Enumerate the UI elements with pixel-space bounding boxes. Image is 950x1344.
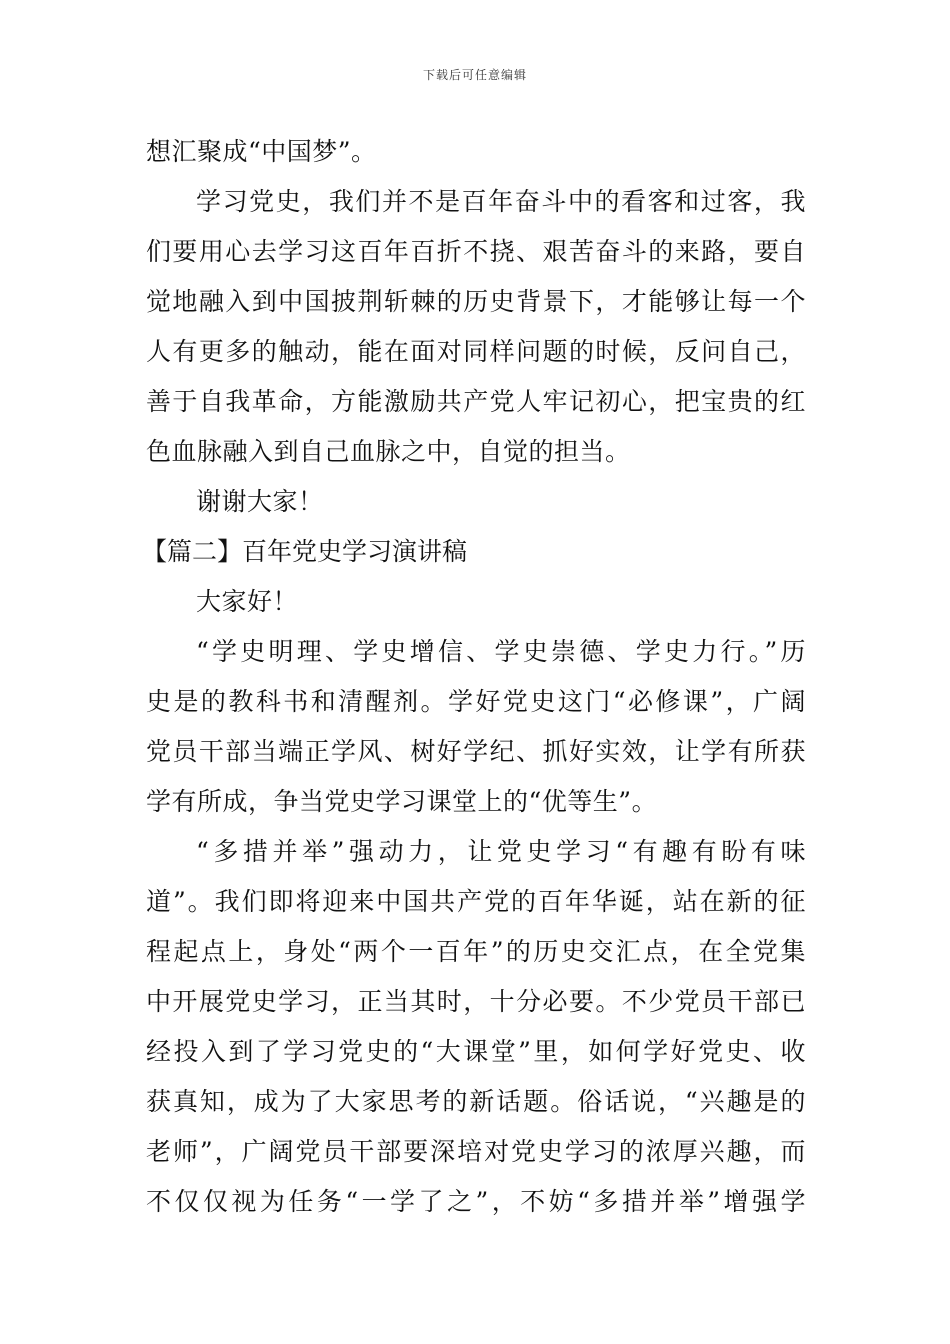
paragraph-line: 善于自我革命，方能激励共产党人牢记初心，把宝贵的红 [146, 387, 806, 416]
paragraph-line: 党员干部当端正学风、树好学纪、抓好实效，让学有所获 [146, 737, 806, 766]
paragraph-line: “多措并举”强动力，让党史学习“有趣有盼有味 [196, 837, 806, 866]
closing-line: 谢谢大家！ [196, 487, 324, 516]
paragraph-line: 程起点上，身处“两个一百年”的历史交汇点，在全党集 [146, 937, 806, 966]
paragraph-line: 史是的教科书和清醒剂。学好党史这门“必修课”，广阔 [146, 687, 806, 716]
paragraph-line: 道”。我们即将迎来中国共产党的百年华诞，站在新的征 [146, 887, 806, 916]
paragraph-line: 觉地融入到中国披荆斩棘的历史背景下，才能够让每一个 [146, 287, 806, 316]
paragraph-line: “学史明理、学史增信、学史崇德、学史力行。”历 [196, 637, 806, 666]
paragraph-line: 不仅仅视为任务“一学了之”，不妨“多措并举”增强学 [146, 1187, 806, 1216]
page-header-note: 下载后可任意编辑 [422, 68, 527, 82]
paragraph-line: 人有更多的触动，能在面对同样问题的时候，反问自己， [146, 337, 806, 366]
paragraph-line: 获真知，成为了大家思考的新话题。俗话说，“兴趣是的 [146, 1087, 806, 1116]
paragraph-line: 学习党史，我们并不是百年奋斗中的看客和过客，我 [196, 187, 806, 216]
greeting-line: 大家好！ [196, 587, 299, 616]
paragraph-line: 色血脉融入到自己血脉之中，自觉的担当。 [146, 437, 631, 466]
paragraph-line: 经投入到了学习党史的“大课堂”里，如何学好党史、收 [146, 1037, 806, 1066]
document-body [142, 127, 806, 1227]
paragraph-line: 中开展党史学习，正当其时，十分必要。不少党员干部已 [146, 987, 806, 1016]
paragraph-line: 学有所成，争当党史学习课堂上的“优等生”。 [146, 787, 658, 816]
paragraph-line: 们要用心去学习这百年百折不挠、艰苦奋斗的来路，要自 [146, 237, 806, 266]
section-heading: 【篇二】百年党史学习演讲稿 [142, 537, 468, 566]
paragraph-line: 想汇聚成“中国梦”。 [146, 137, 377, 166]
paragraph-line: 老师”，广阔党员干部要深培对党史学习的浓厚兴趣，而 [146, 1137, 806, 1166]
